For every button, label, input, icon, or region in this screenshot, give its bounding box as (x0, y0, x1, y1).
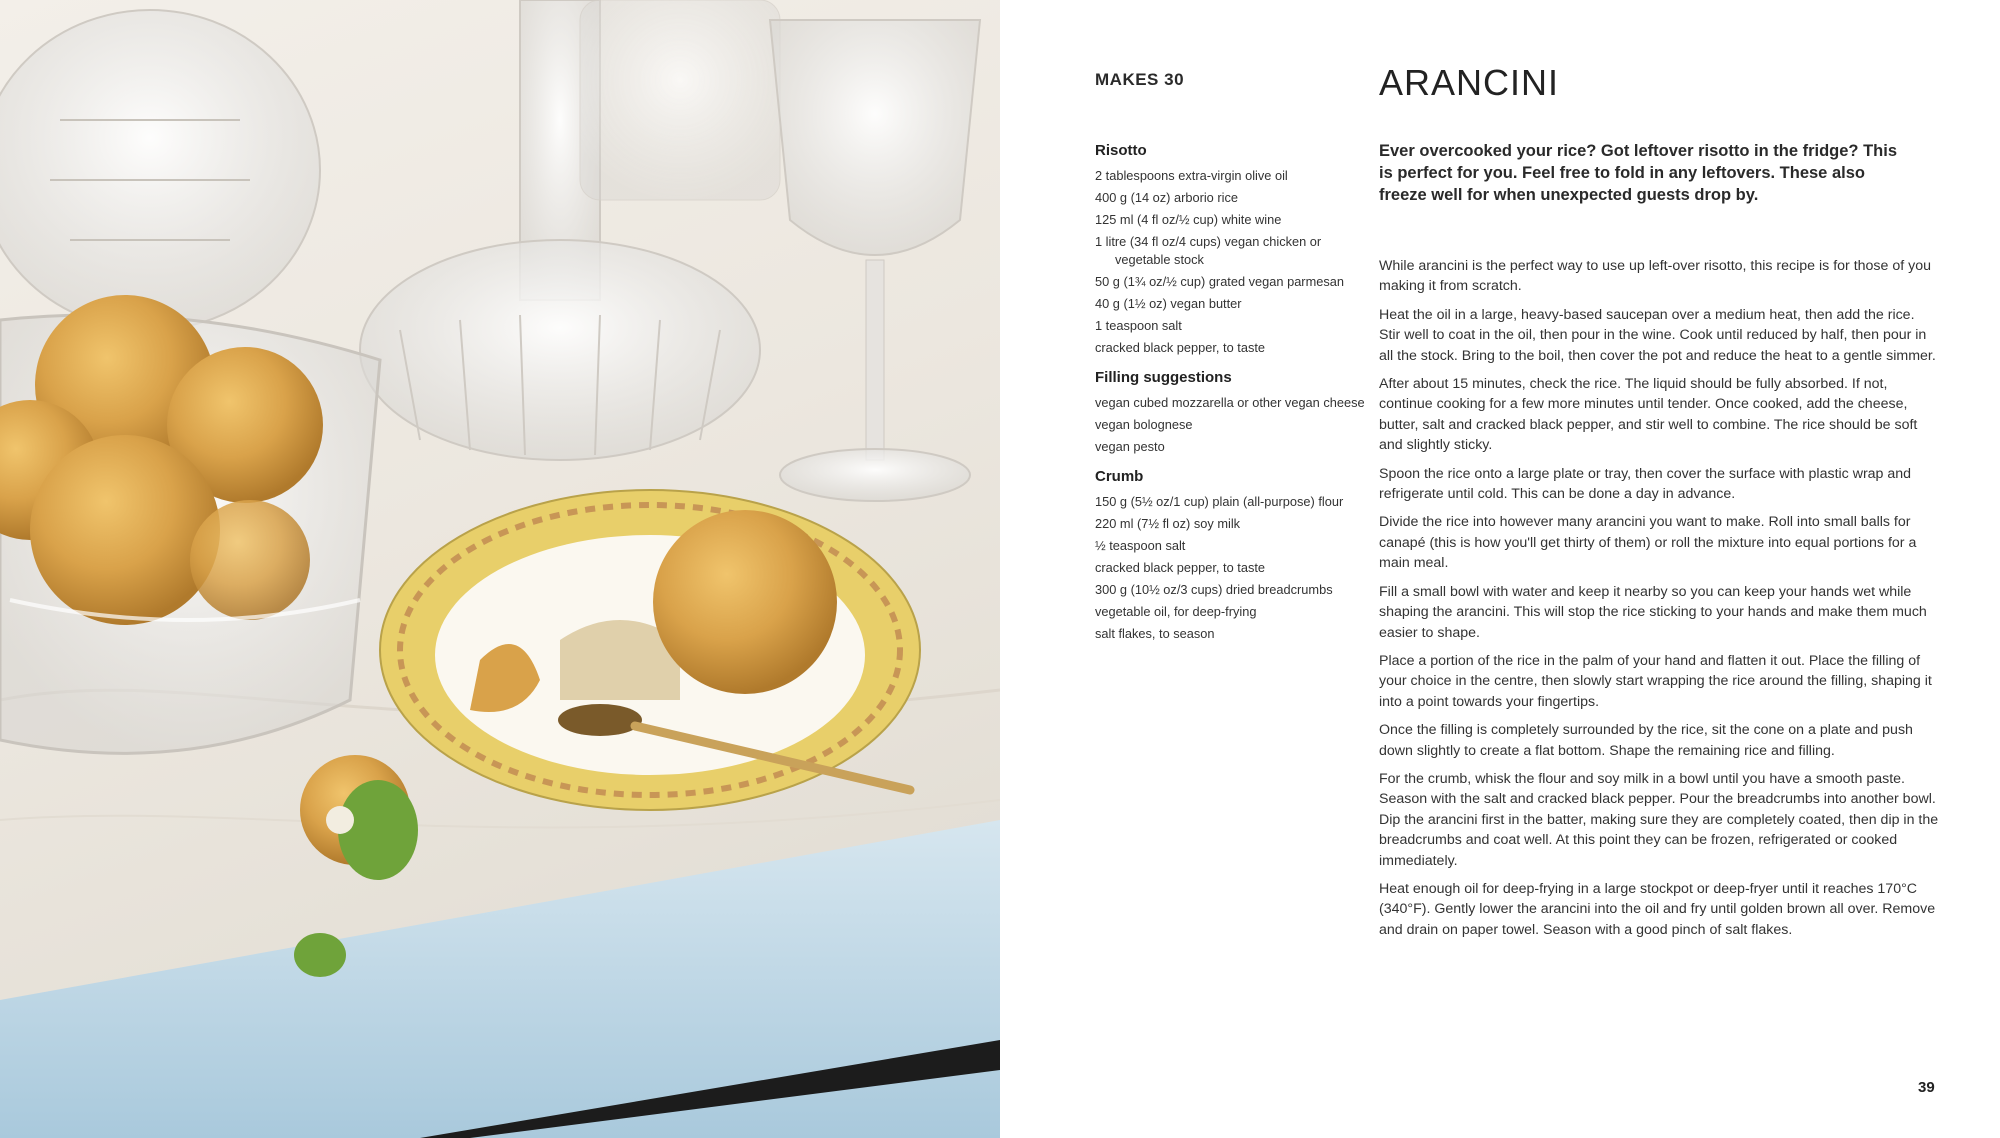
ingredient-item: vegetable oil, for deep-frying (1095, 604, 1257, 619)
tray-edge (0, 820, 1000, 1138)
ingredient-group-filling (1095, 369, 1365, 456)
arancini-ball (30, 435, 220, 625)
glass-cake-stand (360, 240, 760, 460)
method-paragraph: Spoon the rice onto a large plate or tray, then cover the surface with plastic wrap and refrigerate until cold. This can be done a day in advance. (1379, 465, 1912, 503)
spoon (558, 704, 642, 736)
ingredient-item: salt flakes, to season (1095, 626, 1215, 641)
ingredient-item: vegan cubed mozzarella or other vegan cheese (1095, 395, 1365, 410)
method-column (1379, 256, 1939, 948)
pesto-smear (294, 933, 346, 977)
ingredient-group-heading: Risotto (1095, 142, 1147, 159)
recipe-yield: MAKES 30 (1095, 70, 1185, 89)
method-paragraph: Divide the rice into however many arancini you want to make. Roll into small balls for canapé (this is how you'll get thirty of them) or roll the mixture into equal portions for a main meal. (1379, 514, 1917, 572)
method-paragraph: Heat the oil in a large, heavy-based saucepan over a medium heat, then add the rice. Stir well to coat in the oil, then pour in the wine. Cook until reduced by half, then pour in all the stock. Bring to the boil, then cover the pot and reduce the heat to a gentle simmer. (1379, 306, 1936, 364)
recipe-intro: Ever overcooked your rice? Got leftover risotto in the fridge? This is perfect for you. Feel free to fold in any leftovers. These also freeze well for when unexpected guests drop by. (1379, 142, 1898, 204)
wine-glass (770, 20, 980, 255)
ingredient-item: 40 g (1½ oz) vegan butter (1095, 296, 1242, 311)
ingredient-group-heading: Crumb (1095, 468, 1144, 485)
ingredient-item: 220 ml (7½ fl oz) soy milk (1095, 516, 1241, 531)
ingredient-group-crumb (1095, 468, 1365, 643)
ingredient-item: ½ teaspoon salt (1095, 538, 1186, 553)
ingredient-item: cracked black pepper, to taste (1095, 560, 1266, 575)
ingredients-column (1095, 142, 1365, 655)
recipe-page (1000, 0, 2000, 1138)
decanter (0, 10, 320, 330)
ingredient-item: 1 teaspoon salt (1095, 318, 1182, 333)
method-paragraph: While arancini is the perfect way to use up left-over risotto, this recipe is for those of you making it from scratch. (1379, 258, 1931, 295)
ingredient-item: 150 g (5½ oz/1 cup) plain (all-purpose) flour (1095, 494, 1344, 509)
method-paragraph: Place a portion of the rice in the palm of your hand and flatten it out. Place the filling of your choice in the centre, then slowly start wrapping the rice around the filling, shaping it into a point towards your fingertips. (1379, 652, 1932, 710)
ingredient-item: 1 litre (34 fl oz/4 cups) vegan chicken or vegetable stock (1095, 234, 1322, 267)
arancini-on-plate (653, 510, 837, 694)
page-number: 39 (1918, 1079, 1935, 1096)
ingredient-item: vegan pesto (1095, 439, 1165, 454)
ingredient-group-risotto (1095, 142, 1365, 357)
recipe-title: ARANCINI (1379, 62, 1560, 103)
method-paragraph: For the crumb, whisk the flour and soy milk in a bowl until you have a smooth paste. Season with the salt and cracked black pepper. Pour the breadcrumbs into another bowl. Dip the arancini first in the batter, making sure they are completely coated, then dip in the breadcrumbs and coat well. At this point they can be frozen, refrigerated or cooked immediately. (1379, 770, 1939, 869)
ingredient-item: cracked black pepper, to taste (1095, 340, 1266, 355)
ingredient-item: 400 g (14 oz) arborio rice (1095, 190, 1238, 205)
ingredient-item: 300 g (10½ oz/3 cups) dried breadcrumbs (1095, 582, 1333, 597)
ingredient-item: vegan bolognese (1095, 417, 1193, 432)
method-paragraph: Fill a small bowl with water and keep it nearby so you can keep your hands wet while shaping the arancini. This will stop the rice sticking to your hands and make them much easier to shape. (1379, 583, 1927, 641)
arancini-ball (190, 500, 310, 620)
method-paragraph: After about 15 minutes, check the rice. The liquid should be fully absorbed. If not, continue cooking for a few more minutes until tender. Once cooked, add the cheese, butter, salt and cracked black pepper, and stir well to combine. The rice should be soft and slightly sticky. (1379, 376, 1918, 454)
method-paragraph: Once the filling is completely surrounded by the rice, sit the cone on a plate and push down slightly to create a flat bottom. Shape the remaining rice and filling. (1379, 722, 1913, 759)
ingredient-item: 2 tablespoons extra-virgin olive oil (1095, 168, 1288, 183)
ingredient-item: 50 g (1¾ oz/½ cup) grated vegan parmesan (1095, 274, 1344, 289)
ingredient-group-heading: Filling suggestions (1095, 369, 1232, 386)
pesto-filling (338, 780, 418, 880)
ingredient-item: 125 ml (4 fl oz/½ cup) white wine (1095, 212, 1282, 227)
method-paragraph: Heat enough oil for deep-frying in a large stockpot or deep-fryer until it reaches 170°C (340°F). Gently lower the arancini into the oil and fry until golden brown all over. Remove and drain on paper towel. Season with a good pinch of salt flakes. (1379, 880, 1936, 938)
